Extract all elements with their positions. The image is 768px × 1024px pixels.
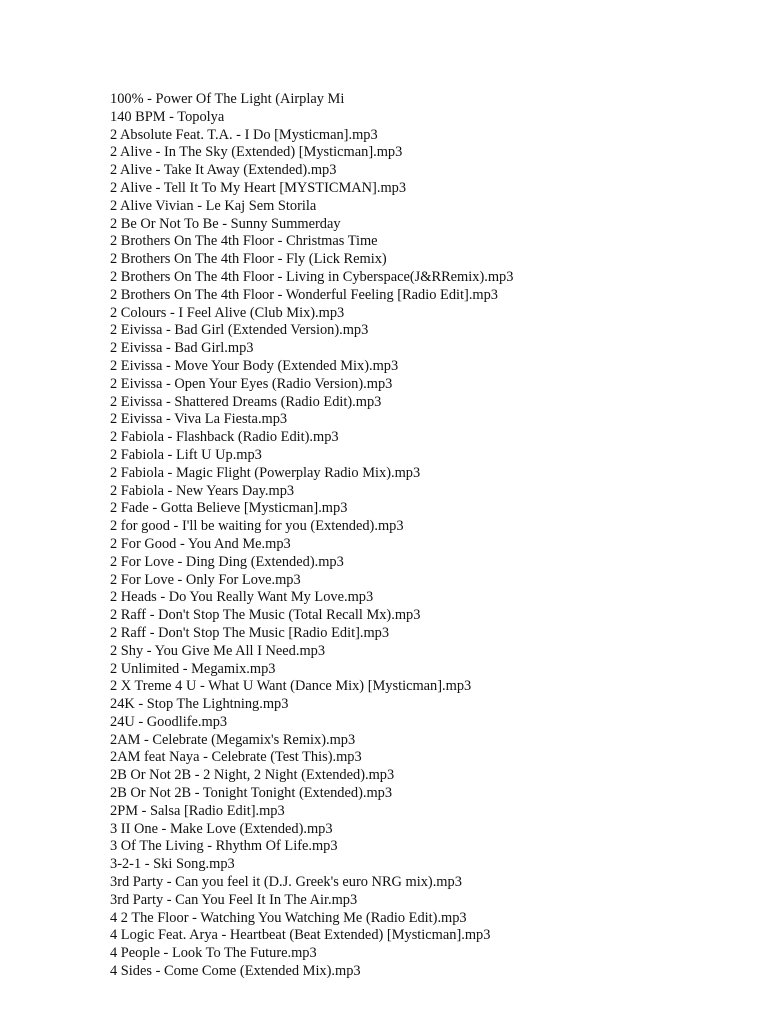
track-line: 2 For Love - Ding Ding (Extended).mp3: [110, 553, 344, 570]
track-line: 4 People - Look To The Future.mp3: [110, 945, 317, 962]
track-line: 2 Eivissa - Bad Girl (Extended Version).mp3: [110, 322, 369, 339]
track-line: 3rd Party - Can you feel it (D.J. Greek's euro NRG mix).mp3: [110, 874, 462, 891]
track-line: 2 Alive - Tell It To My Heart [MYSTICMAN].mp3: [110, 179, 407, 196]
track-line: 24U - Goodlife.mp3: [110, 713, 228, 730]
track-line: 2 Unlimited - Megamix.mp3: [110, 660, 276, 677]
track-line: 2 for good - I'll be waiting for you (Extended).mp3: [110, 518, 404, 535]
track-line: 2 For Good - You And Me.mp3: [110, 535, 291, 552]
track-line: 2 Fabiola - New Years Day.mp3: [110, 482, 295, 499]
track-line: 2PM - Salsa [Radio Edit].mp3: [110, 802, 285, 819]
track-line: 140 BPM - Topolya: [110, 108, 225, 125]
track-line: 2AM feat Naya - Celebrate (Test This).mp3: [110, 749, 362, 766]
track-line: 2 Eivissa - Viva La Fiesta.mp3: [110, 411, 288, 428]
track-line: 2AM - Celebrate (Megamix's Remix).mp3: [110, 731, 356, 748]
track-line: 2 Alive Vivian - Le Kaj Sem Storila: [110, 197, 317, 214]
track-line: 2 X Treme 4 U - What U Want (Dance Mix) [Mysticman].mp3: [110, 678, 472, 695]
track-line: 2 Eivissa - Shattered Dreams (Radio Edit).mp3: [110, 393, 382, 410]
track-line: 3-2-1 - Ski Song.mp3: [110, 856, 235, 873]
track-line: 2 Brothers On The 4th Floor - Wonderful Feeling [Radio Edit].mp3: [110, 286, 499, 303]
track-line: 2 Brothers On The 4th Floor - Living in Cyberspace(J&RRemix).mp3: [110, 268, 514, 285]
track-line: 2 Heads - Do You Really Want My Love.mp3: [110, 589, 374, 606]
track-line: 3 Of The Living - Rhythm Of Life.mp3: [110, 838, 338, 855]
track-line: 2 For Love - Only For Love.mp3: [110, 571, 301, 588]
track-line: 24K - Stop The Lightning.mp3: [110, 696, 289, 713]
track-line: 3rd Party - Can You Feel It In The Air.mp3: [110, 891, 358, 908]
track-line: 2 Be Or Not To Be - Sunny Summerday: [110, 215, 341, 232]
track-line: 2 Alive - Take It Away (Extended).mp3: [110, 162, 337, 179]
track-line: 2 Shy - You Give Me All I Need.mp3: [110, 642, 326, 659]
track-line: 2 Fabiola - Flashback (Radio Edit).mp3: [110, 429, 339, 446]
track-line: 2 Fade - Gotta Believe [Mysticman].mp3: [110, 500, 348, 517]
track-line: 2 Eivissa - Bad Girl.mp3: [110, 340, 254, 357]
track-line: 2B Or Not 2B - 2 Night, 2 Night (Extended).mp3: [110, 767, 395, 784]
track-line: 2 Eivissa - Move Your Body (Extended Mix).mp3: [110, 357, 399, 374]
track-line: 100% - Power Of The Light (Airplay Mi: [110, 91, 345, 107]
track-line: 2 Fabiola - Lift U Up.mp3: [110, 446, 262, 463]
track-list: [110, 91, 513, 981]
track-line: 4 Sides - Come Come (Extended Mix).mp3: [110, 963, 361, 980]
track-line: 4 Logic Feat. Arya - Heartbeat (Beat Extended) [Mysticman].mp3: [110, 927, 491, 944]
track-line: 2 Eivissa - Open Your Eyes (Radio Version).mp3: [110, 375, 393, 392]
track-line: 2B Or Not 2B - Tonight Tonight (Extended).mp3: [110, 785, 393, 802]
track-line: 2 Raff - Don't Stop The Music (Total Recall Mx).mp3: [110, 607, 421, 624]
track-line: 2 Raff - Don't Stop The Music [Radio Edit].mp3: [110, 624, 390, 641]
track-line: 4 2 The Floor - Watching You Watching Me (Radio Edit).mp3: [110, 909, 467, 926]
track-line: 2 Brothers On The 4th Floor - Fly (Lick Remix): [110, 251, 387, 268]
track-line: 2 Brothers On The 4th Floor - Christmas Time: [110, 233, 378, 250]
track-line: 2 Alive - In The Sky (Extended) [Mysticman].mp3: [110, 144, 403, 161]
track-line: 2 Absolute Feat. T.A. - I Do [Mysticman].mp3: [110, 126, 378, 143]
track-line: 2 Fabiola - Magic Flight (Powerplay Radio Mix).mp3: [110, 464, 421, 481]
track-line: 2 Colours - I Feel Alive (Club Mix).mp3: [110, 304, 345, 321]
track-line: 3 II One - Make Love (Extended).mp3: [110, 820, 333, 837]
